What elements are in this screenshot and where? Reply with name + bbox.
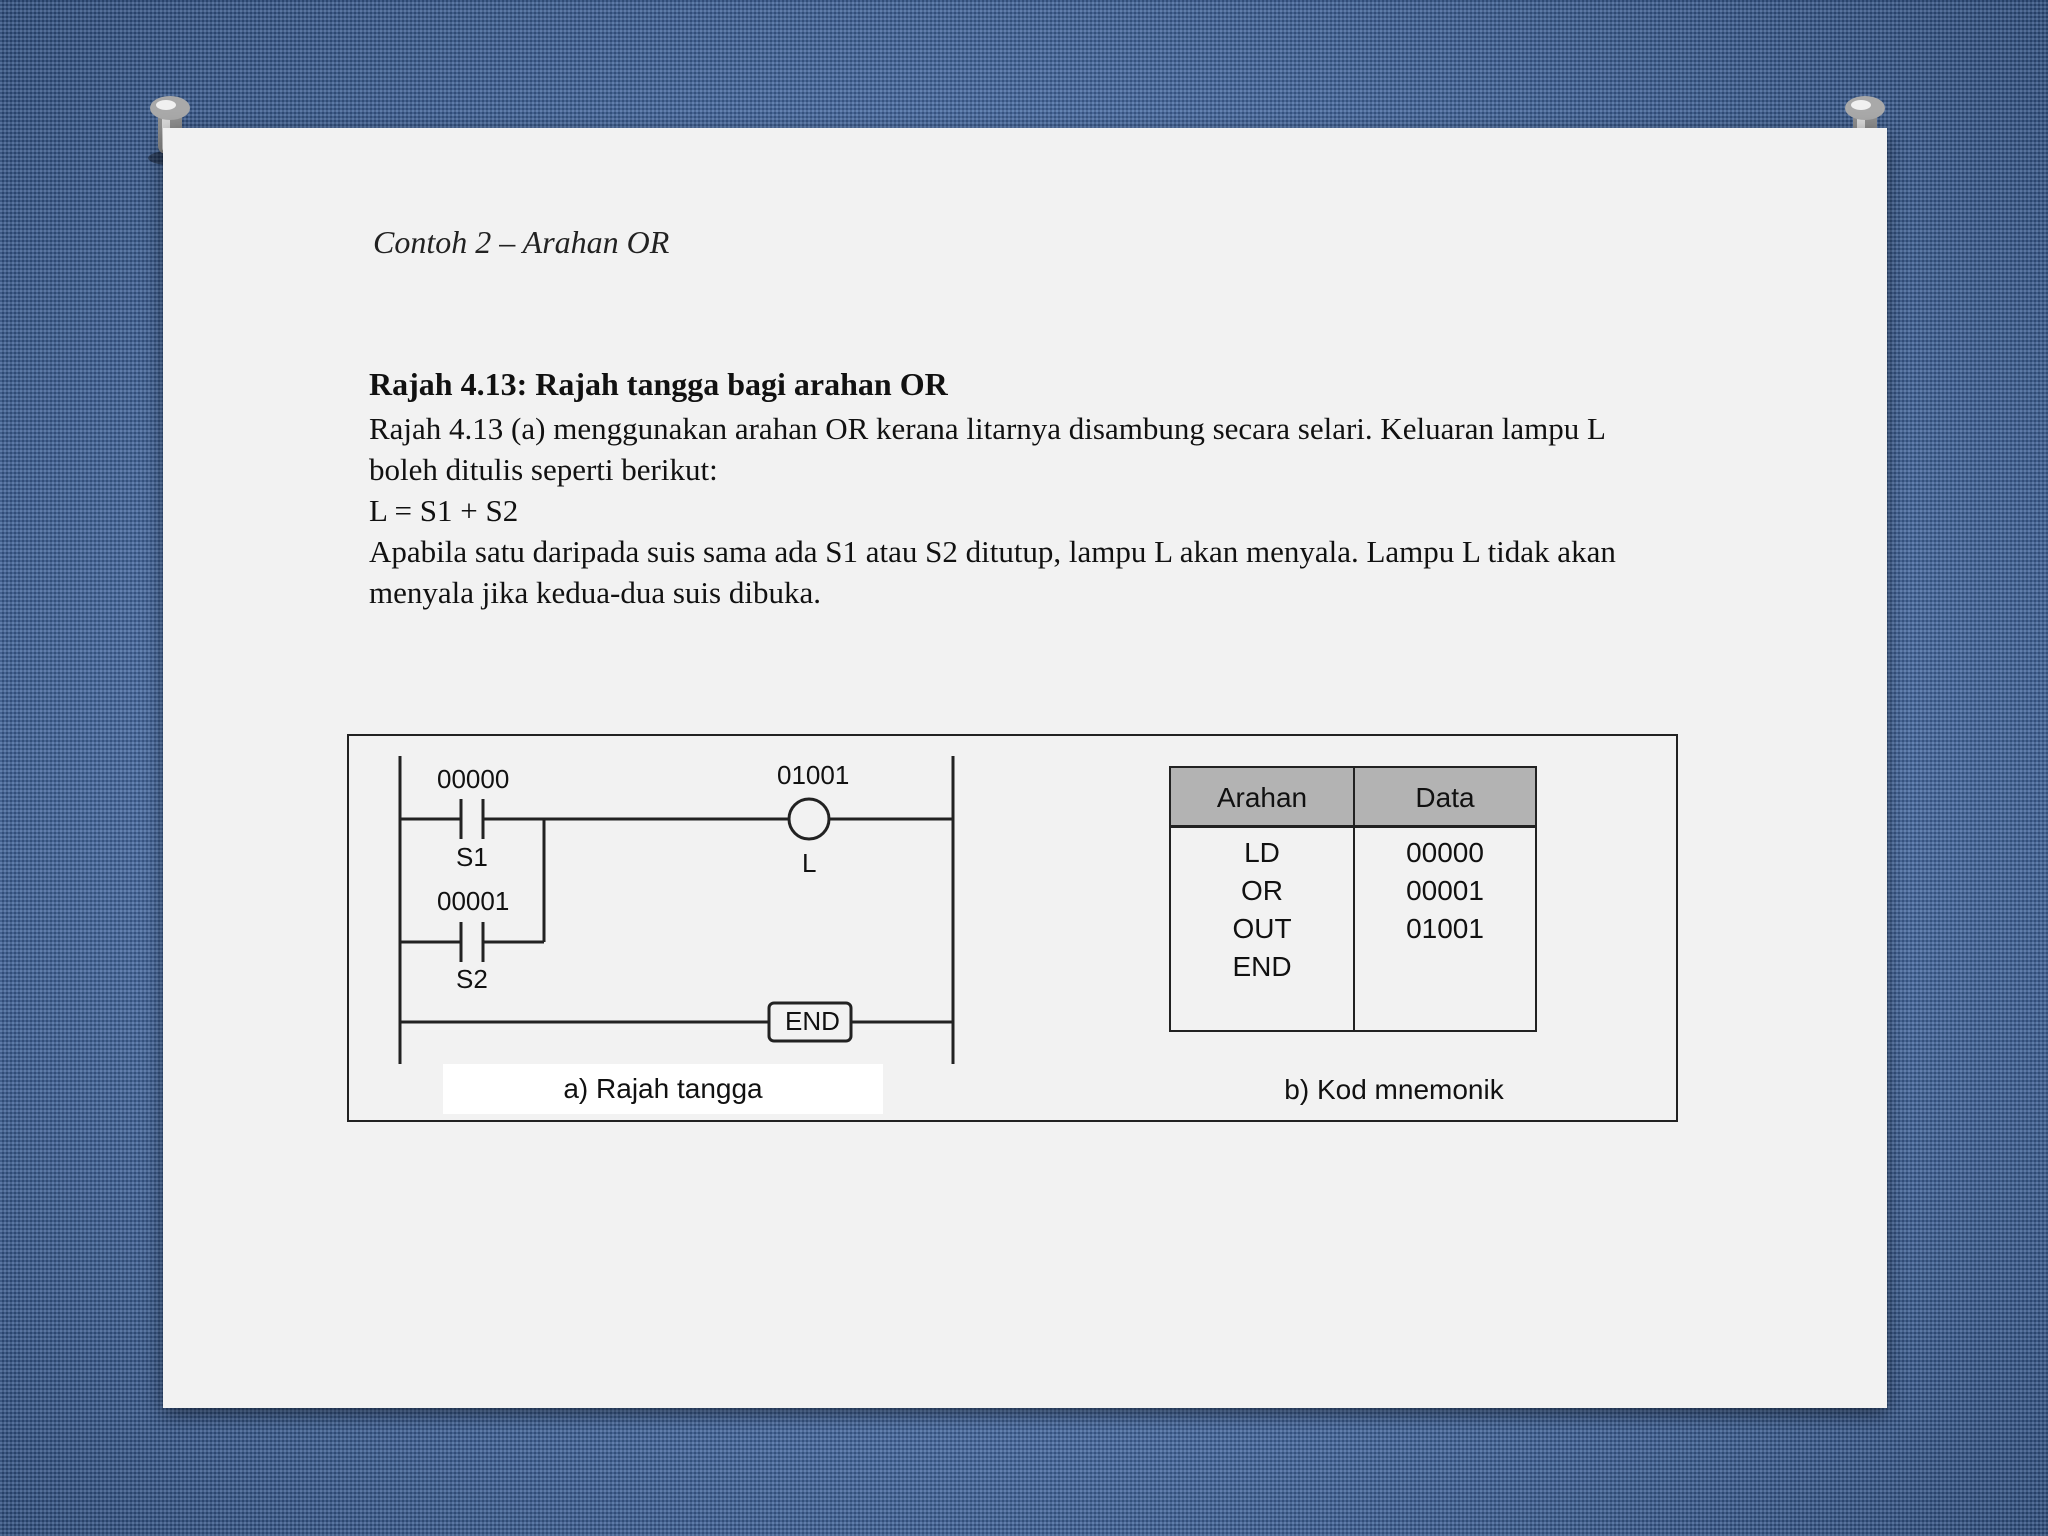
end-label: END [785, 1006, 840, 1036]
body-text [369, 408, 1669, 613]
table-cell: 00000 [1406, 837, 1484, 868]
paragraph: Rajah 4.13 (a) menggunakan arahan OR kerana litarnya disambung secara selari. Keluaran lampu L boleh ditulis seperti berikut: [369, 411, 1605, 487]
mnemonic-table [1169, 766, 1537, 1032]
table-cell: 01001 [1406, 913, 1484, 944]
data-column [1355, 834, 1535, 948]
contact-s1-name: S1 [456, 842, 488, 872]
figure-box [347, 734, 1678, 1122]
header-data: Data [1415, 782, 1475, 813]
slide-subtitle: Contoh 2 – Arahan OR [373, 224, 670, 260]
instruction-column [1171, 834, 1353, 986]
header-arahan: Arahan [1216, 782, 1308, 813]
table-cell: 00001 [1406, 875, 1484, 906]
table-cell: OR [1241, 875, 1283, 906]
paragraph: Apabila satu daripada suis sama ada S1 atau S2 ditutup, lampu L akan menyala. Lampu L tidak akan menyala jika kedua-dua suis dibuka. [369, 534, 1616, 610]
equation: L = S1 + S2 [369, 493, 519, 528]
mnemonic-caption: b) Kod mnemonik [1284, 1074, 1504, 1105]
table-cell: LD [1244, 837, 1280, 868]
table-cell: OUT [1232, 913, 1292, 944]
contact-s2-address: 00001 [437, 886, 510, 916]
figure-heading: Rajah 4.13: Rajah tangga bagi arahan OR [369, 366, 948, 402]
output-coil [789, 799, 829, 839]
contact-s2-name: S2 [456, 964, 488, 994]
ladder-caption: a) Rajah tangga [443, 1064, 883, 1114]
output-name: L [802, 848, 817, 878]
output-address: 01001 [777, 760, 850, 790]
contact-s1-address: 00000 [437, 764, 510, 794]
table-cell: END [1232, 951, 1292, 982]
